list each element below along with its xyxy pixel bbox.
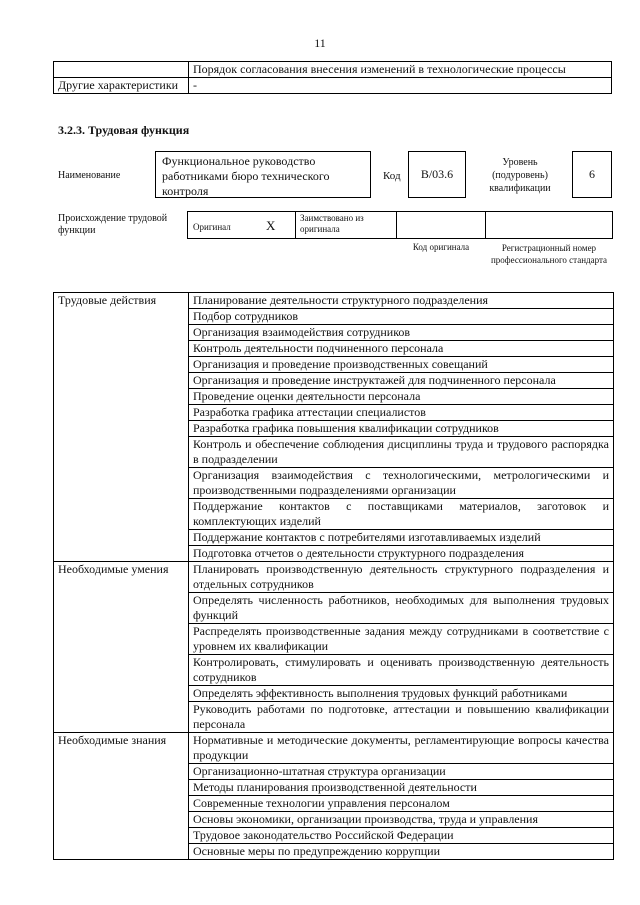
- top-table: [53, 61, 612, 94]
- table-cell: Организация и проведение инструктажей для подчиненного персонала: [189, 373, 614, 389]
- top-table-empty-cell: [54, 62, 189, 78]
- table-cell: Распределять производственные задания между сотрудниками в соответствие с уровнем их квалификации: [189, 624, 614, 655]
- table-cell: Организация взаимодействия с технологическими, метрологическими и производственными подразделениями организации: [189, 468, 614, 499]
- top-table-row2-value: -: [189, 78, 612, 94]
- name-label: Наименование: [58, 170, 121, 181]
- table-cell: Трудовое законодательство Российской Федерации: [189, 828, 614, 844]
- table-cell: Контроль и обеспечение соблюдения дисциплины труда и трудового распорядка в подразделении: [189, 437, 614, 468]
- main-table: [53, 292, 614, 860]
- level-box: [572, 151, 612, 198]
- table-cell: Поддержание контактов с потребителями изготавливаемых изделий: [189, 530, 614, 546]
- table-cell: Определять эффективность выполнения трудовых функций работниками: [189, 686, 614, 702]
- table-cell: Планирование деятельности структурного подразделения: [189, 293, 614, 309]
- table-cell: Разработка графика повышения квалификации сотрудников: [189, 421, 614, 437]
- table-cell: Определять численность работников, необходимых для выполнения трудовых функций: [189, 593, 614, 624]
- reg-number-label: Регистрационный номер профессионального стандарта: [490, 243, 608, 265]
- original-label: Оригинал: [193, 222, 231, 232]
- original-mark: X: [266, 218, 276, 233]
- table-cell: Контроль деятельности подчиненного персонала: [189, 341, 614, 357]
- top-table-row1-value: Порядок согласования внесения изменений в технологические процессы: [189, 62, 612, 78]
- origin-divider-2: [396, 211, 397, 239]
- section-title: Необходимые умения: [54, 562, 189, 733]
- table-cell: Нормативные и методические документы, регламентирующие вопросы качества продукции: [189, 733, 614, 764]
- origin-divider-1: [295, 211, 296, 239]
- table-cell: Проведение оценки деятельности персонала: [189, 389, 614, 405]
- table-cell: Руководить работами по подготовке, аттестации и повышению квалификации персонала: [189, 702, 614, 733]
- level-label: Уровень (подуровень) квалификации: [489, 157, 551, 194]
- table-cell: Организационно-штатная структура организации: [189, 764, 614, 780]
- table-cell: Контролировать, стимулировать и оценивать производственную деятельность сотрудников: [189, 655, 614, 686]
- section-heading: 3.2.3. Трудовая функция: [58, 123, 190, 137]
- code-original-label: Код оригинала: [412, 242, 470, 252]
- table-cell: Методы планирования производственной деятельности: [189, 780, 614, 796]
- table-cell: Организация взаимодействия сотрудников: [189, 325, 614, 341]
- section-title: Трудовые действия: [54, 293, 189, 562]
- table-cell: Подбор сотрудников: [189, 309, 614, 325]
- table-row: [54, 562, 614, 593]
- function-name-value: Функциональное руководство работниками бюро технического контроля: [162, 154, 330, 198]
- function-name-box: [155, 151, 371, 198]
- section-title: Необходимые знания: [54, 733, 189, 860]
- table-cell: Организация и проведение производственных совещаний: [189, 357, 614, 373]
- table-cell: Основы экономики, организации производства, труда и управления: [189, 812, 614, 828]
- table-cell: Основные меры по предупреждению коррупции: [189, 844, 614, 860]
- table-row: [54, 733, 614, 764]
- code-label: Код: [383, 170, 401, 182]
- page-number: 11: [314, 36, 326, 50]
- table-cell: Разработка графика аттестации специалистов: [189, 405, 614, 421]
- table-cell: Поддержание контактов с поставщиками материалов, заготовок и комплектующих изделий: [189, 499, 614, 530]
- table-cell: Планировать производственную деятельность структурного подразделения и отдельных сотрудников: [189, 562, 614, 593]
- table-cell: Подготовка отчетов о деятельности структурного подразделения: [189, 546, 614, 562]
- level-value: 6: [589, 167, 595, 181]
- code-box: [408, 151, 466, 198]
- top-table-row2-label: Другие характеристики: [54, 78, 189, 94]
- code-value: B/03.6: [420, 167, 454, 181]
- borrowed-label: Заимствовано из оригинала: [300, 213, 364, 234]
- origin-label: Происхождение трудовой функции: [58, 213, 168, 236]
- origin-divider-3: [485, 211, 486, 239]
- table-cell: Современные технологии управления персоналом: [189, 796, 614, 812]
- origin-box: [187, 211, 613, 239]
- table-row: [54, 293, 614, 309]
